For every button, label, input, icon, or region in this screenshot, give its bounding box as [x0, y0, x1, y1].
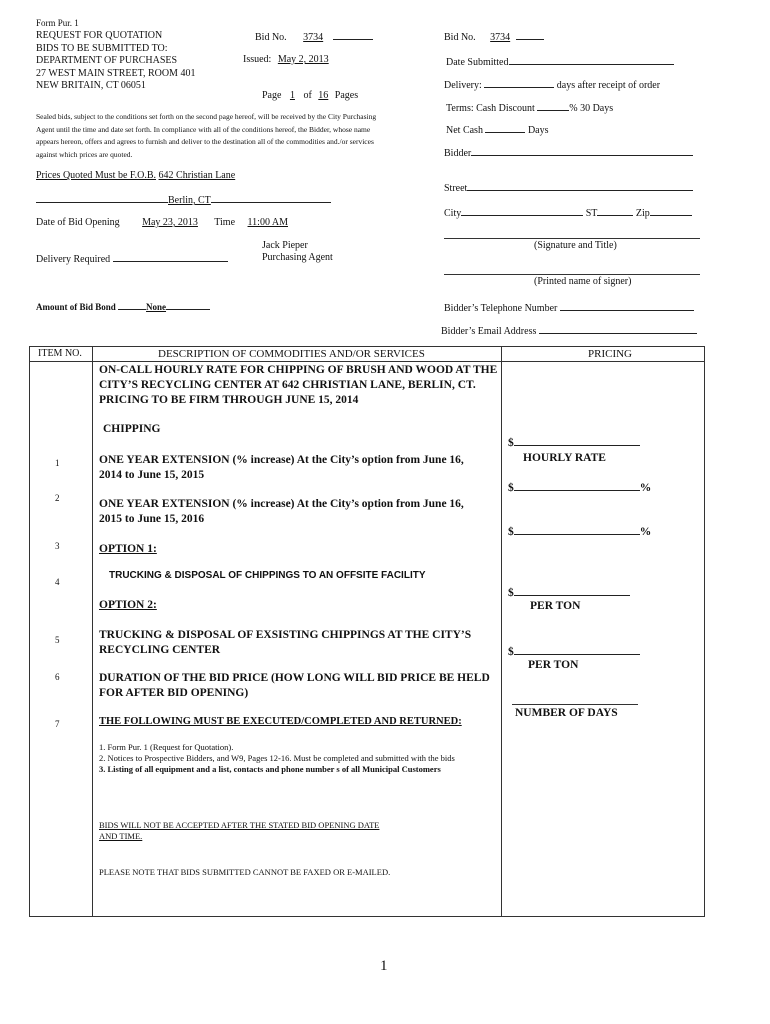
bidder-telephone — [444, 301, 694, 314]
form-id: Form Pur. 1 — [36, 18, 79, 28]
terms-label: Terms: Cash Discount — [446, 103, 535, 114]
bidder-email — [441, 324, 697, 337]
item-number: 7 — [55, 719, 60, 729]
right-bid-no-value: 3734 — [490, 32, 511, 43]
header-line: NEW BRITAIN, CT 06051 — [36, 80, 146, 91]
phone-field[interactable] — [560, 301, 694, 311]
of-label: of — [303, 90, 312, 101]
date-submitted — [446, 55, 674, 68]
total-pages: 16 — [318, 90, 329, 101]
chipping-heading: CHIPPING — [103, 423, 161, 435]
printed-name-caption: (Printed name of signer) — [534, 276, 632, 287]
dollar-sign: $ — [508, 587, 514, 599]
item-description: ONE YEAR EXTENSION (% increase) At the City’s option from June 16, 2014 to June 15, 2015 — [99, 454, 464, 481]
extension-1-field[interactable] — [514, 481, 640, 491]
bid-bond — [36, 300, 210, 312]
signature-line[interactable] — [444, 238, 700, 239]
delivery-suffix: days after receipt of order — [556, 80, 661, 91]
sealed-bids-text: Sealed bids, subject to the conditions set forth on the second page hereof, will be received by the City Purchasing Agent until the time and date set forth. In compliance with all of the conditions hereof, the Bidder, whose name appears hereon, offers and agrees to furnish and deliver to the destination all of the commodities and./or services against which prices are quoted. — [36, 112, 377, 159]
header-line: BIDS TO BE SUBMITTED TO: — [36, 42, 168, 54]
net-cash-label: Net Cash — [446, 125, 483, 136]
delivery-days-field[interactable] — [484, 78, 554, 88]
agent-title: Purchasing Agent — [262, 252, 333, 263]
right-bid-number — [444, 30, 544, 43]
pages-label: Pages — [334, 90, 359, 101]
page-number: 1 — [380, 958, 388, 974]
requirement-item: 2. Notices to Prospective Bidders, and W9, Pages 12-16. Must be completed and submitted with the bids — [99, 753, 455, 763]
item-number: 5 — [55, 635, 60, 645]
bid-bond-label: Amount of Bid Bond — [36, 302, 116, 312]
delivery-label: Delivery: — [444, 80, 482, 91]
item-description: ONE YEAR EXTENSION (% increase) At the City’s option from June 16, 2015 to June 15, 2016 — [99, 498, 464, 525]
header-divider — [30, 361, 704, 362]
bidder-name — [444, 146, 693, 159]
delivery-required-label: Delivery Required — [36, 254, 111, 265]
dollar-sign: $ — [508, 482, 514, 494]
fob-label: Prices Quoted Must be F.O.B. — [36, 170, 157, 181]
zip-field[interactable] — [650, 206, 692, 216]
dollar-sign: $ — [508, 646, 514, 658]
header-line: REQUEST FOR QUOTATION — [36, 30, 163, 41]
item-description: TRUCKING & DISPOSAL OF CHIPPINGS TO AN OFFSITE FACILITY — [109, 570, 426, 581]
delivery-required-field[interactable] — [113, 252, 228, 262]
option-1-heading: OPTION 1: — [99, 543, 157, 555]
time-value: 11:00 AM — [247, 217, 288, 228]
intro-description: ON-CALL HOURLY RATE FOR CHIPPING OF BRUSH AND WOOD AT THE CITY’S RECYCLING CENTER AT 642 CHRISTIAN LANE, BERLIN, CT. PRICING TO BE FIRM THROUGH JUNE 15, 2014 — [99, 364, 498, 406]
date-submitted-label: Date Submitted — [446, 57, 509, 68]
page-count — [262, 90, 358, 101]
bid-no-value: 3734 — [303, 32, 324, 43]
hourly-rate-field[interactable] — [514, 436, 640, 446]
delivery-terms — [444, 78, 660, 91]
col-header-item: ITEM NO. — [38, 348, 82, 359]
number-of-days-label: NUMBER OF DAYS — [515, 707, 618, 719]
bid-opening-value: May 23, 2013 — [142, 217, 198, 228]
net-cash — [446, 123, 549, 136]
fob-city-line — [36, 193, 336, 206]
requirements-heading: THE FOLLOWING MUST BE EXECUTED/COMPLETED AND RETURNED: — [99, 716, 462, 727]
bidder-field[interactable] — [471, 146, 693, 156]
item-description: DURATION OF THE BID PRICE (HOW LONG WILL BID PRICE BE HELD FOR AFTER BID OPENING) — [99, 672, 490, 699]
bidder-city — [444, 206, 692, 219]
delivery-required — [36, 252, 228, 265]
printed-name-line[interactable] — [444, 274, 700, 275]
time-label: Time — [214, 217, 236, 228]
item-number: 3 — [55, 541, 60, 551]
extension-2-price — [508, 525, 651, 538]
option-2-field[interactable] — [514, 645, 640, 655]
issued-date — [243, 54, 333, 65]
dollar-sign: $ — [508, 437, 514, 449]
fob-city: Berlin, CT — [168, 195, 211, 206]
street-label: Street — [444, 183, 468, 194]
cash-discount-field[interactable] — [537, 101, 569, 111]
fob-line — [36, 170, 344, 181]
phone-label: Bidder’s Telephone Number — [444, 303, 558, 314]
st-label: ST — [585, 208, 598, 219]
city-field[interactable] — [461, 206, 583, 216]
column-divider — [501, 347, 502, 916]
item-description: TRUCKING & DISPOSAL OF EXSISTING CHIPPINGS AT THE CITY’S RECYCLING CENTER — [99, 629, 472, 656]
email-label: Bidder’s Email Address — [441, 326, 537, 337]
terms-suffix: % 30 Days — [569, 103, 614, 114]
page-value: 1 — [289, 90, 295, 101]
st-field[interactable] — [597, 206, 633, 216]
hourly-rate-label: HOURLY RATE — [523, 452, 606, 464]
issued-label: Issued: — [243, 54, 272, 65]
extension-1-price — [508, 481, 651, 494]
bid-opening-line — [36, 217, 318, 228]
bid-bond-value: None — [146, 302, 167, 312]
option-2-price — [508, 645, 640, 658]
zip-label: Zip — [635, 208, 650, 219]
col-header-pricing: PRICING — [588, 348, 633, 360]
issuer-address — [36, 30, 195, 93]
duration-field[interactable] — [512, 704, 638, 705]
bid-no-label: Bid No. — [255, 32, 287, 43]
bidder-street — [444, 181, 693, 194]
bidder-label: Bidder — [444, 148, 472, 159]
purchasing-agent — [262, 240, 333, 264]
column-divider — [92, 347, 93, 916]
col-header-description: DESCRIPTION OF COMMODITIES AND/OR SERVICES — [158, 348, 425, 360]
page-label: Page — [262, 90, 282, 101]
per-ton-label: PER TON — [528, 659, 579, 671]
requirements-list — [99, 742, 497, 775]
terms-cash-discount — [446, 101, 613, 114]
email-field[interactable] — [539, 324, 697, 334]
street-field[interactable] — [467, 181, 693, 191]
date-submitted-field[interactable] — [509, 55, 674, 65]
late-bids-notice: BIDS WILL NOT BE ACCEPTED AFTER THE STATED BID OPENING DATE AND TIME. — [99, 820, 380, 841]
requirement-item: 1. Form Pur. 1 (Request for Quotation). — [99, 742, 234, 752]
signature-caption: (Signature and Title) — [534, 240, 617, 251]
hourly-rate-price — [508, 436, 640, 449]
extension-2-field[interactable] — [514, 525, 640, 535]
bid-number — [255, 30, 373, 43]
header-line: DEPARTMENT OF PURCHASES — [36, 55, 178, 66]
percent-sign: % — [639, 482, 652, 494]
option-1-field[interactable] — [514, 586, 630, 596]
requirement-item: 3. Listing of all equipment and a list, contacts and phone number s of all Municipal Customers — [99, 764, 441, 774]
option-2-heading: OPTION 2: — [99, 599, 157, 611]
city-label: City — [444, 208, 462, 219]
net-cash-field[interactable] — [485, 123, 525, 133]
item-number: 4 — [55, 577, 60, 587]
percent-sign: % — [639, 526, 652, 538]
bid-opening-label: Date of Bid Opening — [36, 217, 120, 228]
issued-value: May 2, 2013 — [277, 54, 329, 65]
agent-name: Jack Pieper — [262, 240, 308, 251]
right-bid-no-label: Bid No. — [444, 32, 476, 43]
header-line: 27 WEST MAIN STREET, ROOM 401 — [36, 67, 196, 79]
item-number: 2 — [55, 493, 60, 503]
net-cash-suffix: Days — [527, 125, 549, 136]
option-1-price — [508, 586, 630, 599]
no-fax-notice: PLEASE NOTE THAT BIDS SUBMITTED CANNOT BE FAXED OR E-MAILED. — [99, 867, 391, 877]
item-number: 1 — [55, 458, 60, 468]
fob-value: 642 Christian Lane — [158, 170, 236, 181]
dollar-sign: $ — [508, 526, 514, 538]
per-ton-label: PER TON — [530, 600, 581, 612]
item-number: 6 — [55, 672, 60, 682]
bid-items-table — [29, 346, 705, 917]
